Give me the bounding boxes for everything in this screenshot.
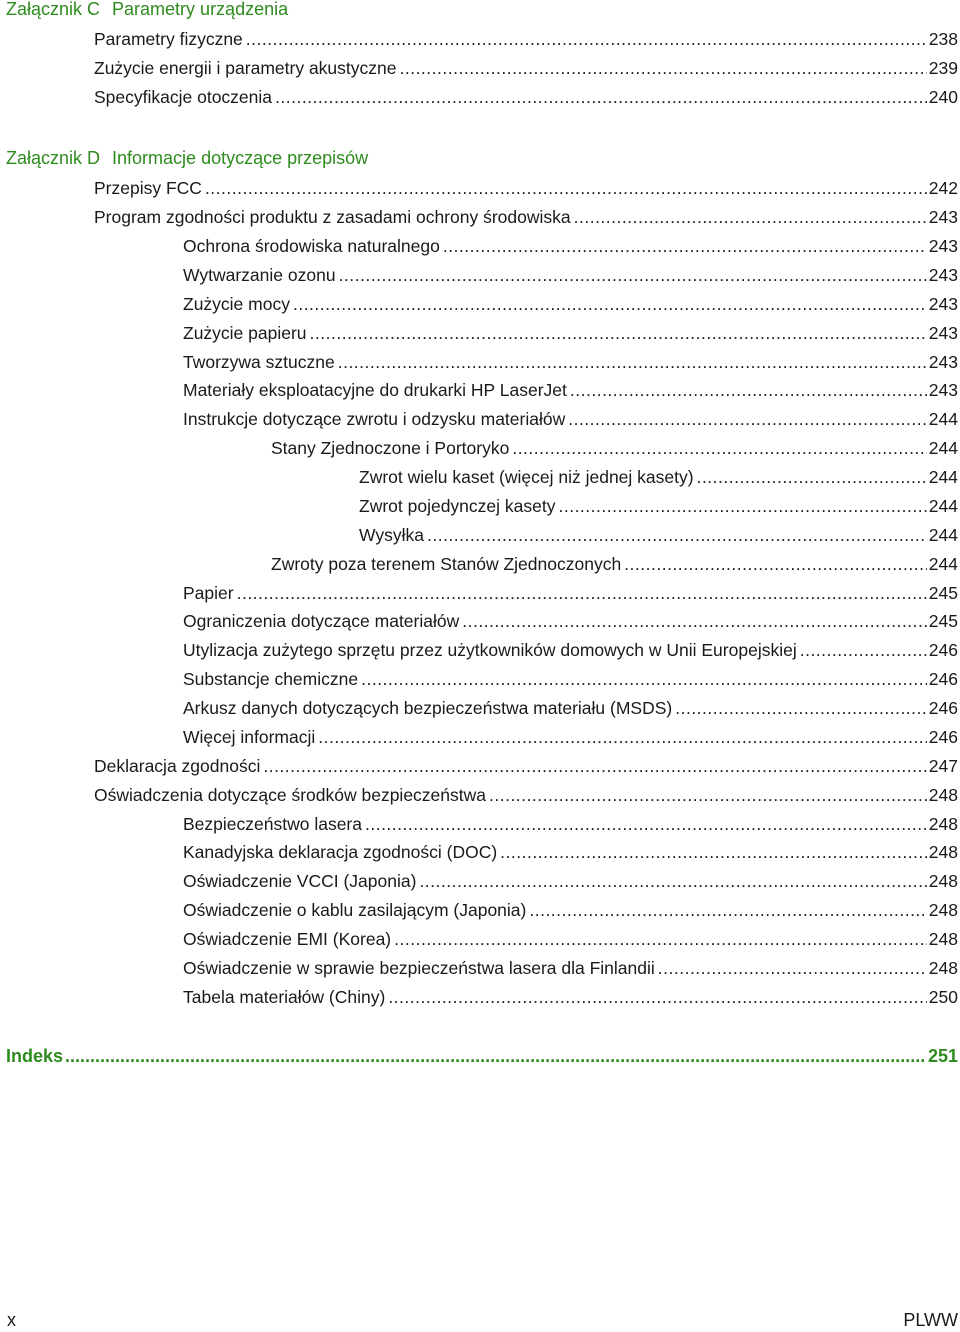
toc-entry[interactable] (183, 985, 958, 1009)
toc-entry[interactable] (94, 56, 958, 80)
dot-leader (570, 378, 927, 402)
toc-entry[interactable] (183, 581, 958, 605)
toc-entry-page: 242 (928, 178, 958, 198)
dot-leader (399, 56, 926, 80)
toc-entry[interactable] (183, 725, 958, 749)
toc-entry[interactable] (183, 812, 958, 836)
toc-entry[interactable] (183, 956, 958, 980)
toc-entry[interactable] (183, 378, 958, 402)
dot-leader (237, 581, 927, 605)
dot-leader (205, 176, 927, 200)
appendix-c-heading[interactable] (6, 0, 288, 20)
toc-entry-page: 245 (928, 583, 958, 603)
toc-entry-label: Substancje chemiczne (183, 669, 359, 689)
appendix-d-letter: Załącznik D (6, 148, 101, 168)
toc-entry-page: 244 (928, 496, 958, 516)
toc-entry[interactable] (94, 754, 958, 778)
toc-entry-label: Zużycie energii i parametry akustyczne (94, 58, 397, 78)
toc-entry[interactable] (183, 234, 958, 258)
toc-entry[interactable] (94, 27, 958, 51)
toc-entry-label: Ochrona środowiska naturalnego (183, 236, 440, 256)
dot-leader (388, 985, 926, 1009)
toc-entry-page: 248 (928, 785, 958, 805)
toc-entry[interactable] (183, 407, 958, 431)
toc-entry-page: 243 (928, 352, 958, 372)
toc-entry[interactable] (94, 85, 958, 109)
toc-entry-page: 243 (928, 294, 958, 314)
dot-leader (339, 263, 927, 287)
toc-entry-page: 244 (928, 467, 958, 487)
dot-leader (365, 812, 927, 836)
toc-entry[interactable] (183, 638, 958, 662)
index-page: 251 (927, 1046, 958, 1066)
toc-entry[interactable] (183, 292, 958, 316)
toc-entry-label: Stany Zjednoczone i Portoryko (271, 438, 510, 458)
toc-entry-page: 243 (928, 236, 958, 256)
toc-entry-page: 244 (928, 554, 958, 574)
dot-leader (419, 869, 926, 893)
toc-entry[interactable] (271, 552, 958, 576)
toc-entry-page: 248 (928, 871, 958, 891)
toc-entry-label: Wysyłka (359, 525, 424, 545)
toc-entry-page: 243 (928, 265, 958, 285)
toc-entry-page: 247 (928, 756, 958, 776)
toc-entry[interactable] (183, 927, 958, 951)
toc-entry[interactable] (183, 350, 958, 374)
toc-entry[interactable] (183, 869, 958, 893)
toc-entry-label: Parametry fizyczne (94, 29, 243, 49)
dot-leader (558, 494, 926, 518)
toc-entry-label: Tworzywa sztuczne (183, 352, 335, 372)
toc-entry[interactable] (183, 898, 958, 922)
appendix-d-heading[interactable] (6, 148, 368, 169)
toc-entry[interactable] (183, 321, 958, 345)
dot-leader (318, 725, 927, 749)
toc-entry-label: Tabela materiałów (Chiny) (183, 987, 386, 1007)
toc-entry-page: 248 (928, 929, 958, 949)
dot-leader (624, 552, 927, 576)
toc-entry-page: 248 (928, 900, 958, 920)
toc-entry-label: Papier (183, 583, 234, 603)
toc-entry-page: 243 (928, 207, 958, 227)
dot-leader (443, 234, 927, 258)
toc-entry-label: Zwroty poza terenem Stanów Zjednoczonych (271, 554, 622, 574)
toc-entry[interactable] (359, 465, 958, 489)
toc-entry-page: 246 (928, 727, 958, 747)
toc-entry-label: Zwrot pojedynczej kasety (359, 496, 556, 516)
dot-leader (500, 840, 927, 864)
toc-entry-label: Zwrot wielu kaset (więcej niż jednej kasety) (359, 467, 694, 487)
toc-entry[interactable] (183, 667, 958, 691)
toc-entry-label: Wytwarzanie ozonu (183, 265, 336, 285)
toc-entry-label: Bezpieczeństwo lasera (183, 814, 362, 834)
dot-leader (658, 956, 927, 980)
dot-leader (462, 609, 927, 633)
appendix-c-letter: Załącznik C (6, 0, 101, 19)
toc-entry-label: Przepisy FCC (94, 178, 202, 198)
toc-entry-label: Kanadyjska deklaracja zgodności (DOC) (183, 842, 498, 862)
dot-leader (675, 696, 927, 720)
toc-entry-page: 246 (928, 698, 958, 718)
appendix-c-title: Parametry urządzenia (112, 0, 289, 19)
toc-entry-page: 243 (928, 380, 958, 400)
dot-leader (293, 292, 927, 316)
toc-entry-label: Instrukcje dotyczące zwrotu i odzysku materiałów (183, 409, 566, 429)
toc-entry[interactable] (183, 840, 958, 864)
toc-entry-page: 243 (928, 323, 958, 343)
dot-leader (568, 407, 927, 431)
toc-entry-label: Więcej informacji (183, 727, 316, 747)
toc-entry-label: Oświadczenie EMI (Korea) (183, 929, 392, 949)
toc-entry[interactable] (359, 523, 958, 547)
toc-entry-label: Oświadczenie w sprawie bezpieczeństwa lasera dla Finlandii (183, 958, 655, 978)
toc-entry[interactable] (183, 609, 958, 633)
toc-entry-label: Program zgodności produktu z zasadami ochrony środowiska (94, 207, 571, 227)
toc-entry[interactable] (271, 436, 958, 460)
toc-entry-label: Deklaracja zgodności (94, 756, 261, 776)
toc-entry-page: 246 (928, 669, 958, 689)
toc-entry-label: Oświadczenie VCCI (Japonia) (183, 871, 417, 891)
toc-entry-label: Oświadczenie o kablu zasilającym (Japonia) (183, 900, 527, 920)
dot-leader (65, 1046, 926, 1067)
dot-leader (246, 27, 927, 51)
dot-leader (697, 465, 927, 489)
dot-leader (427, 523, 927, 547)
toc-entry[interactable] (183, 263, 958, 287)
dot-leader (394, 927, 927, 951)
index-label: Indeks (6, 1046, 64, 1066)
dot-leader (275, 85, 927, 109)
toc-entry[interactable] (94, 783, 958, 807)
dot-leader (574, 205, 927, 229)
toc-entry[interactable] (94, 176, 958, 200)
dot-leader (512, 436, 926, 460)
toc-entry-label: Materiały eksploatacyjne do drukarki HP LaserJet (183, 380, 567, 400)
toc-entry-label: Zużycie papieru (183, 323, 307, 343)
index-entry[interactable] (6, 1046, 958, 1072)
toc-entry-page: 248 (928, 958, 958, 978)
toc-entry-label: Oświadczenia dotyczące środków bezpieczeństwa (94, 785, 486, 805)
toc-entry-page: 240 (928, 87, 958, 107)
toc-entry-page: 244 (928, 409, 958, 429)
toc-entry-label: Ograniczenia dotyczące materiałów (183, 611, 460, 631)
toc-entry-label: Specyfikacje otoczenia (94, 87, 273, 107)
toc-entry[interactable] (94, 205, 958, 229)
toc-entry-page: 248 (928, 814, 958, 834)
dot-leader (529, 898, 926, 922)
toc-entry[interactable] (359, 494, 958, 518)
toc-entry-page: 248 (928, 842, 958, 862)
toc-entry-page: 244 (928, 525, 958, 545)
toc-entry-label: Zużycie mocy (183, 294, 290, 314)
toc-entry-page: 246 (928, 640, 958, 660)
toc-entry-page: 245 (928, 611, 958, 631)
dot-leader (361, 667, 927, 691)
toc-entry[interactable] (183, 696, 958, 720)
dot-leader (338, 350, 927, 374)
toc-entry-page: 250 (928, 987, 958, 1007)
dot-leader (263, 754, 926, 778)
dot-leader (310, 321, 927, 345)
dot-leader (800, 638, 927, 662)
toc-entry-page: 244 (928, 438, 958, 458)
page-number: x (7, 1310, 16, 1330)
toc-entry-label: Utylizacja zużytego sprzętu przez użytkowników domowych w Unii Europejskiej (183, 640, 797, 660)
toc-entry-label: Arkusz danych dotyczących bezpieczeństwa materiału (MSDS) (183, 698, 673, 718)
dot-leader (489, 783, 927, 807)
footer-language-code: PLWW (903, 1310, 958, 1330)
appendix-d-title: Informacje dotyczące przepisów (112, 148, 369, 168)
toc-entry-page: 238 (928, 29, 958, 49)
toc-entry-page: 239 (928, 58, 958, 78)
